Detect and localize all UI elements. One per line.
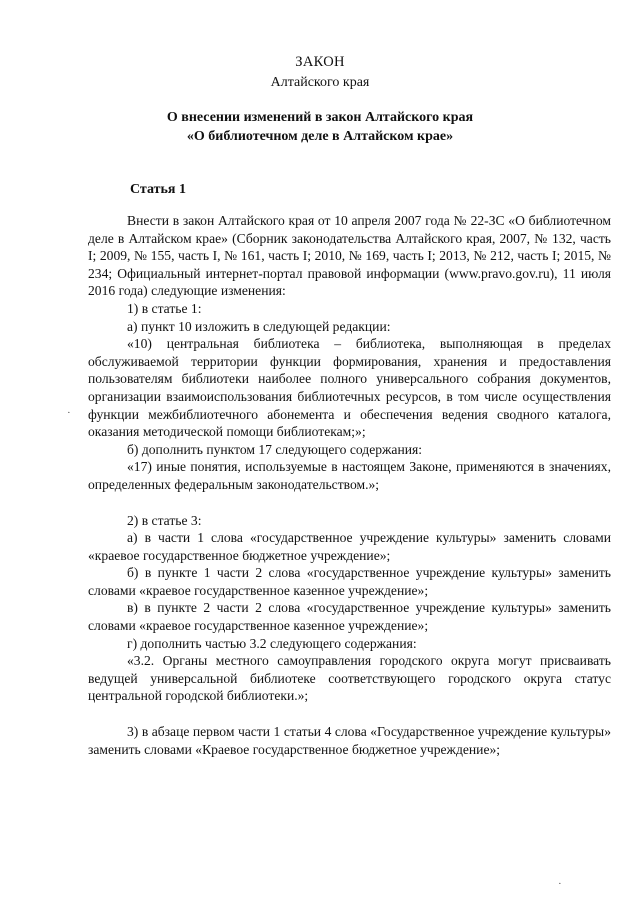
subject-line-2: «О библиотечном деле в Алтайском крае» <box>186 129 454 144</box>
subject-line-1: О внесении изменений в закон Алтайского края <box>166 110 474 125</box>
paragraph-item-2c: в) в пункте 2 части 2 слова «государственное учреждение культуры» заменить словами «краевое государственное казенное учреждение»; <box>88 600 611 634</box>
paragraph-item-2d: г) дополнить частью 3.2 следующего содержания: <box>127 635 417 651</box>
paragraph-item-1: 1) в статье 1: <box>127 300 202 316</box>
law-title: ЗАКОН <box>295 54 345 70</box>
paragraph-gap <box>88 494 611 512</box>
paragraph-intro: Внести в закон Алтайского края от 10 апреля 2007 года № 22-ЗС «О библиотечном деле в Алтайском крае» (Сборник законодательства Алтайского края, 2007, № 132, часть I; 2009, № 155, часть I, № 161, часть I; 2010, № 169, часть I; 2013, № 212, часть I; 2015, № 234; Официальный интернет-портал правовой информации (www.pravo.gov.ru), 11 июля 2016 года) следующие изменения: <box>88 213 611 299</box>
scan-speck: · <box>67 407 71 419</box>
paragraph-item-2a: а) в части 1 слова «государственное учреждение культуры» заменить словами «краевое государственное бюджетное учреждение»; <box>88 530 611 563</box>
paragraph-item-1b: б) дополнить пунктом 17 следующего содержания: <box>127 441 423 457</box>
paragraph-item-1a-text: «10) центральная библиотека – библиотека, выполняющая в пределах обслуживаемой территории функции формирования, хранения и предоставления пользователям библиотеки наиболее полного универсального собрания документов, организации взаимоиспользования библиотечных ресурсов, в том числе осуществления функции межбиблиотечного абонемента и обеспечения ведения сводного каталога, оказания методической помощи библиотекам;»; <box>88 336 611 440</box>
article-body <box>88 212 611 758</box>
scan-speck: · <box>558 878 562 890</box>
law-subject <box>0 108 640 146</box>
paragraph-item-1b-text: «17) иные понятия, используемые в настоящем Законе, применяются в значениях, определенных федеральным законодательством.»; <box>88 459 611 492</box>
paragraph-gap <box>88 705 611 723</box>
paragraph-item-1a: а) пункт 10 изложить в следующей редакции: <box>127 318 391 334</box>
article-heading: Статья 1 <box>130 182 186 197</box>
paragraph-item-2: 2) в статье 3: <box>127 512 202 528</box>
paragraph-item-3: 3) в абзаце первом части 1 статьи 4 слова «Государственное учреждение культуры» заменить словами «Краевое государственное бюджетное учреждение»; <box>88 724 611 757</box>
law-region: Алтайского края <box>270 75 370 90</box>
paragraph-item-2b: б) в пункте 1 части 2 слова «государственное учреждение культуры» заменить словами «краевое государственное казенное учреждение»; <box>88 565 611 598</box>
paragraph-item-2d-text: «3.2. Органы местного самоуправления городского округа могут присваивать ведущей универсальной библиотеке соответствующего городского округа статус центральной городской библиотеки.»; <box>88 653 611 704</box>
